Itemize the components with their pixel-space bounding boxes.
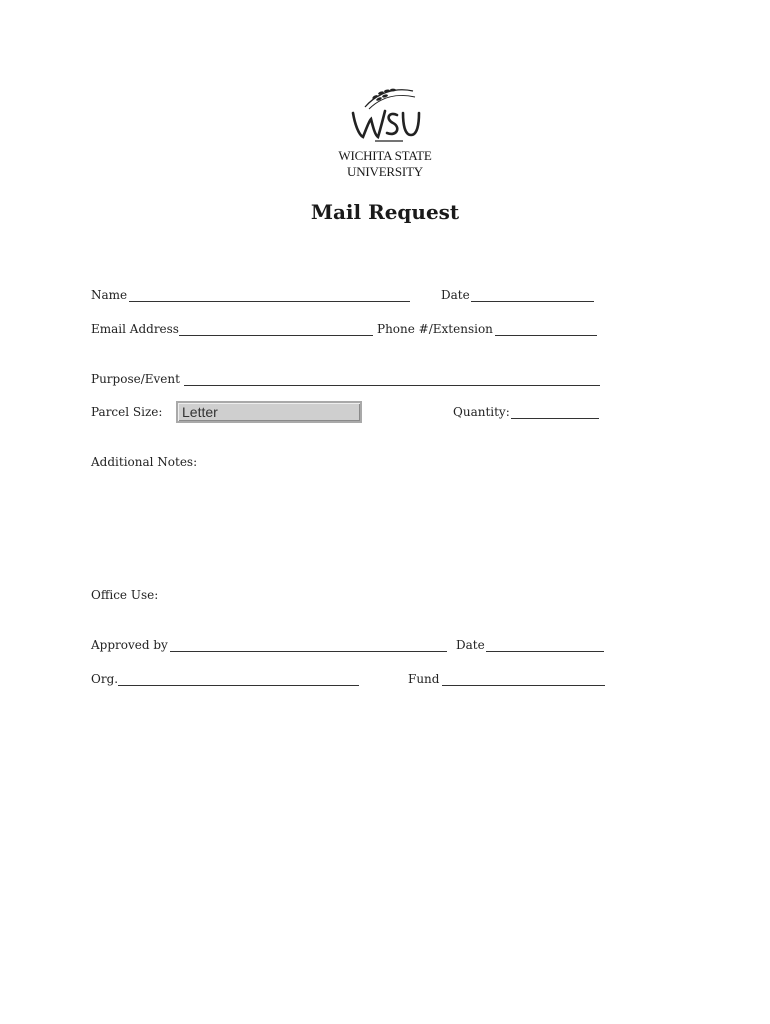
org-field[interactable] (118, 685, 359, 686)
purpose-label: Purpose/Event (91, 372, 180, 386)
parcel-size-label: Parcel Size: (91, 405, 163, 419)
approved-by-label: Approved by (91, 638, 168, 652)
office-date-field[interactable] (486, 651, 604, 652)
org-label: Org. (91, 672, 119, 686)
office-date-label: Date (456, 638, 485, 652)
form-title: Mail Request (310, 200, 460, 224)
phone-field[interactable] (495, 335, 597, 336)
quantity-label: Quantity: (453, 405, 510, 419)
email-field[interactable] (179, 335, 373, 336)
office-use-label: Office Use: (91, 588, 159, 602)
date-field[interactable] (471, 301, 594, 302)
university-logo (300, 85, 470, 179)
additional-notes-area[interactable] (91, 475, 601, 575)
name-label: Name (91, 288, 128, 302)
university-wordmark: WICHITA STATE UNIVERSITY (338, 148, 432, 179)
quantity-field[interactable] (511, 418, 599, 419)
wsu-logo-icon (345, 85, 425, 147)
approved-by-field[interactable] (170, 651, 447, 652)
fund-field[interactable] (442, 685, 605, 686)
email-label: Email Address (91, 322, 179, 336)
additional-notes-label: Additional Notes: (91, 455, 198, 469)
fund-label: Fund (408, 672, 440, 686)
name-field[interactable] (129, 301, 410, 302)
purpose-field[interactable] (184, 385, 600, 386)
phone-label: Phone #/Extension (377, 322, 493, 336)
parcel-size-select[interactable]: Letter (176, 401, 362, 423)
date-label: Date (441, 288, 470, 302)
